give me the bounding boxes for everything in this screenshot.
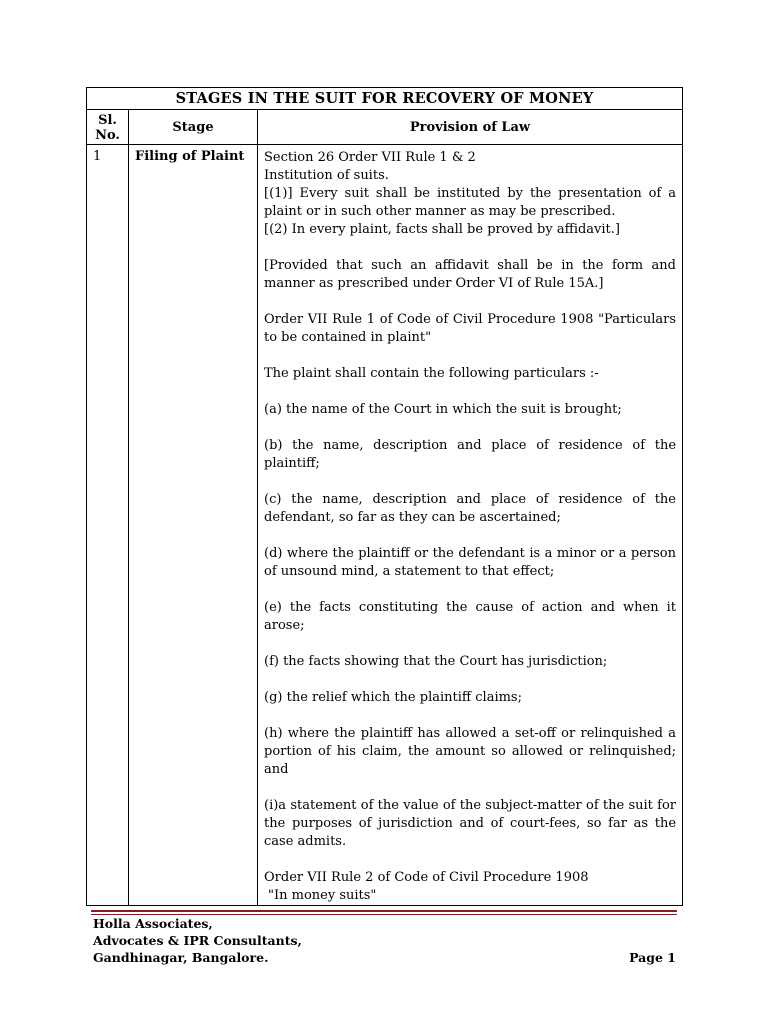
- footer-firm-location: Gandhinagar, Bangalore.: [93, 950, 269, 965]
- provision-item-h: (h) where the plaintiff has allowed a set-off or relinquished a portion of his claim, the amount so allowed or relinquished; and: [264, 726, 677, 777]
- provision-institution-line: Institution of suits.: [264, 168, 389, 183]
- page-footer: [93, 915, 676, 966]
- provision-item-i: (i)a statement of the value of the subject-matter of the suit for the purposes of jurisdiction and of court-fees, so far as the case admits.: [264, 798, 677, 849]
- page-number: Page 1: [629, 950, 676, 965]
- provision-item-b: (b) the name, description and place of residence of the plaintiff;: [264, 438, 677, 471]
- table-title: STAGES IN THE SUIT FOR RECOVERY OF MONEY: [87, 88, 683, 110]
- provision-item-f: (f) the facts showing that the Court has jurisdiction;: [264, 654, 608, 669]
- provision-order-rule-2: Order VII Rule 2 of Code of Civil Procedure 1908: [264, 870, 589, 885]
- footer-rule-top: [91, 910, 677, 912]
- provision-money-suits: "In money suits": [268, 888, 377, 903]
- footer-firm-name: Holla Associates,: [93, 916, 213, 931]
- row-number: 1: [87, 145, 129, 906]
- provision-item-g: (g) the relief which the plaintiff claims;: [264, 690, 522, 705]
- provision-section-line: Section 26 Order VII Rule 1 & 2: [264, 150, 476, 165]
- row-provision: [258, 145, 683, 906]
- provision-proviso: [Provided that such an affidavit shall be in the form and manner as prescribed under Order VI of Rule 15A.]: [264, 258, 677, 291]
- header-sl-line2: No.: [95, 128, 120, 143]
- header-sl-line1: Sl.: [98, 113, 117, 128]
- header-stage: Stage: [129, 110, 258, 145]
- footer-firm-description: Advocates & IPR Consultants,: [93, 933, 302, 948]
- header-provision: Provision of Law: [258, 110, 683, 145]
- provision-clause-2: [(2) In every plaint, facts shall be proved by affidavit.]: [264, 222, 620, 237]
- provision-item-a: (a) the name of the Court in which the suit is brought;: [264, 402, 622, 417]
- row-stage: Filing of Plaint: [129, 145, 258, 906]
- provision-item-d: (d) where the plaintiff or the defendant is a minor or a person of unsound mind, a statement to that effect;: [264, 546, 677, 579]
- provision-intro: The plaint shall contain the following particulars :-: [264, 366, 599, 381]
- provision-clause-1: [(1)] Every suit shall be instituted by the presentation of a plaint or in such other manner as may be prescribed.: [264, 186, 677, 219]
- stages-table: [86, 87, 683, 906]
- provision-item-e: (e) the facts constituting the cause of action and when it arose;: [264, 600, 677, 633]
- header-sl-no: [87, 110, 129, 145]
- provision-order-rule-1: Order VII Rule 1 of Code of Civil Procedure 1908 "Particulars to be contained in plaint": [264, 312, 677, 345]
- provision-item-c: (c) the name, description and place of residence of the defendant, so far as they can be ascertained;: [264, 492, 677, 525]
- table-row: [87, 145, 683, 906]
